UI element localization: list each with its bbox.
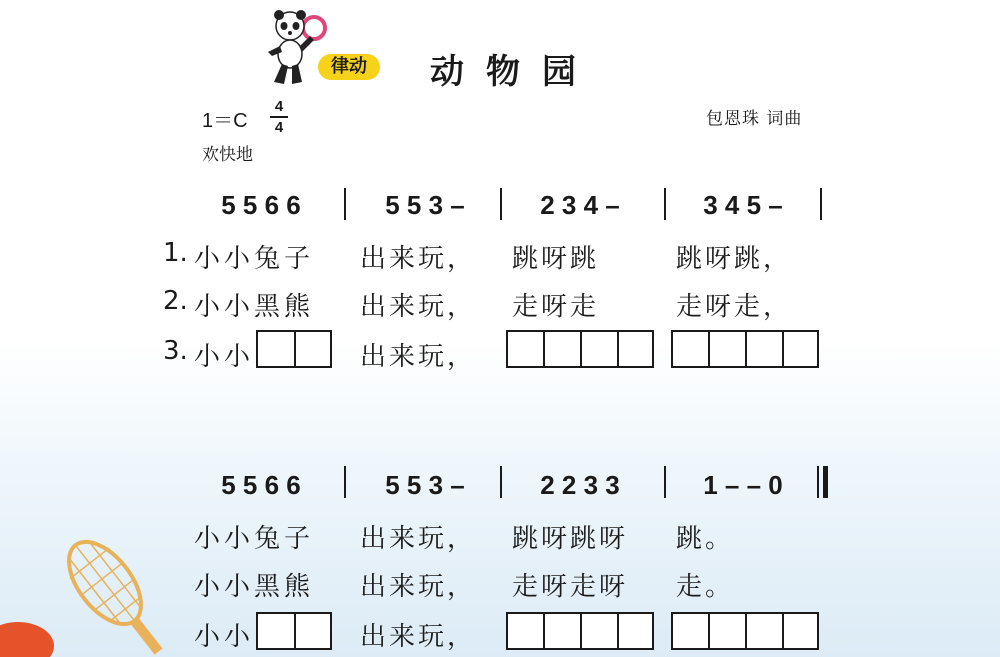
lyric-verse-1 — [0, 238, 1000, 272]
measure: 5 5 6 6 — [221, 190, 301, 220]
lyric-segment: 小小 — [194, 342, 255, 372]
lyric-segment: 小小兔子 — [194, 244, 315, 274]
barline — [820, 188, 822, 220]
measure: 5 5 3 – — [385, 190, 465, 220]
blank-box-4[interactable] — [671, 612, 819, 650]
blank-box-4[interactable] — [671, 330, 819, 368]
measure: 2 3 4 – — [540, 190, 620, 220]
barline — [664, 188, 666, 220]
lyric-verse-3 — [0, 336, 1000, 370]
barline — [664, 466, 666, 498]
verse-number: 1. — [163, 238, 188, 268]
lyric-segment: 小小黑熊 — [194, 572, 315, 602]
barline — [500, 188, 502, 220]
lyric-segment: 走呀走， — [676, 292, 793, 322]
tempo-marking: 欢快地 — [202, 145, 253, 165]
measure: 5 5 6 6 — [221, 470, 301, 500]
time-top: 4 — [274, 98, 284, 115]
lyric-segment: 跳呀跳 — [512, 244, 600, 274]
measure: 1 – – 0 — [703, 470, 783, 500]
racket-icon — [0, 528, 170, 657]
lyric-segment: 跳。 — [676, 524, 735, 554]
lyric-segment: 出来玩， — [360, 572, 477, 602]
measure: 2 2 3 3 — [540, 470, 620, 500]
blank-box-4[interactable] — [506, 330, 654, 368]
barline — [500, 466, 502, 498]
barline — [344, 466, 346, 498]
lyric-segment: 出来玩， — [360, 342, 477, 372]
lyric-segment: 出来玩， — [360, 524, 477, 554]
lyric-segment: 小小兔子 — [194, 524, 315, 554]
lyric-segment: 跳呀跳， — [676, 244, 793, 274]
measure: 3 4 5 – — [703, 190, 783, 220]
final-barline-thick — [823, 466, 828, 498]
lyric-segment: 走呀走呀 — [512, 572, 629, 602]
section-badge: 律动 — [318, 54, 380, 80]
lyric-segment: 出来玩， — [360, 622, 477, 652]
lyric-segment: 出来玩， — [360, 244, 477, 274]
time-signature — [270, 98, 288, 136]
time-bottom: 4 — [274, 119, 284, 136]
lyric-segment: 小小 — [194, 622, 255, 652]
song-title: 动物园 — [430, 52, 598, 92]
verse-number: 2. — [163, 286, 188, 316]
barline — [344, 188, 346, 220]
measure: 5 5 3 – — [385, 470, 465, 500]
verse-number: 3. — [163, 336, 188, 366]
lyric-segment: 小小黑熊 — [194, 292, 315, 322]
lyric-verse-2 — [0, 286, 1000, 320]
lyric-segment: 跳呀跳呀 — [512, 524, 629, 554]
lyric-segment: 走呀走 — [512, 292, 600, 322]
composer-credit: 包恩珠 词曲 — [706, 109, 803, 129]
blank-box-4[interactable] — [506, 612, 654, 650]
lyric-segment: 出来玩， — [360, 292, 477, 322]
final-barline — [817, 466, 819, 498]
blank-box-2[interactable] — [256, 612, 332, 650]
key-signature: 1＝C — [202, 110, 248, 132]
lyric-segment: 走。 — [676, 572, 735, 602]
blank-box-2[interactable] — [256, 330, 332, 368]
